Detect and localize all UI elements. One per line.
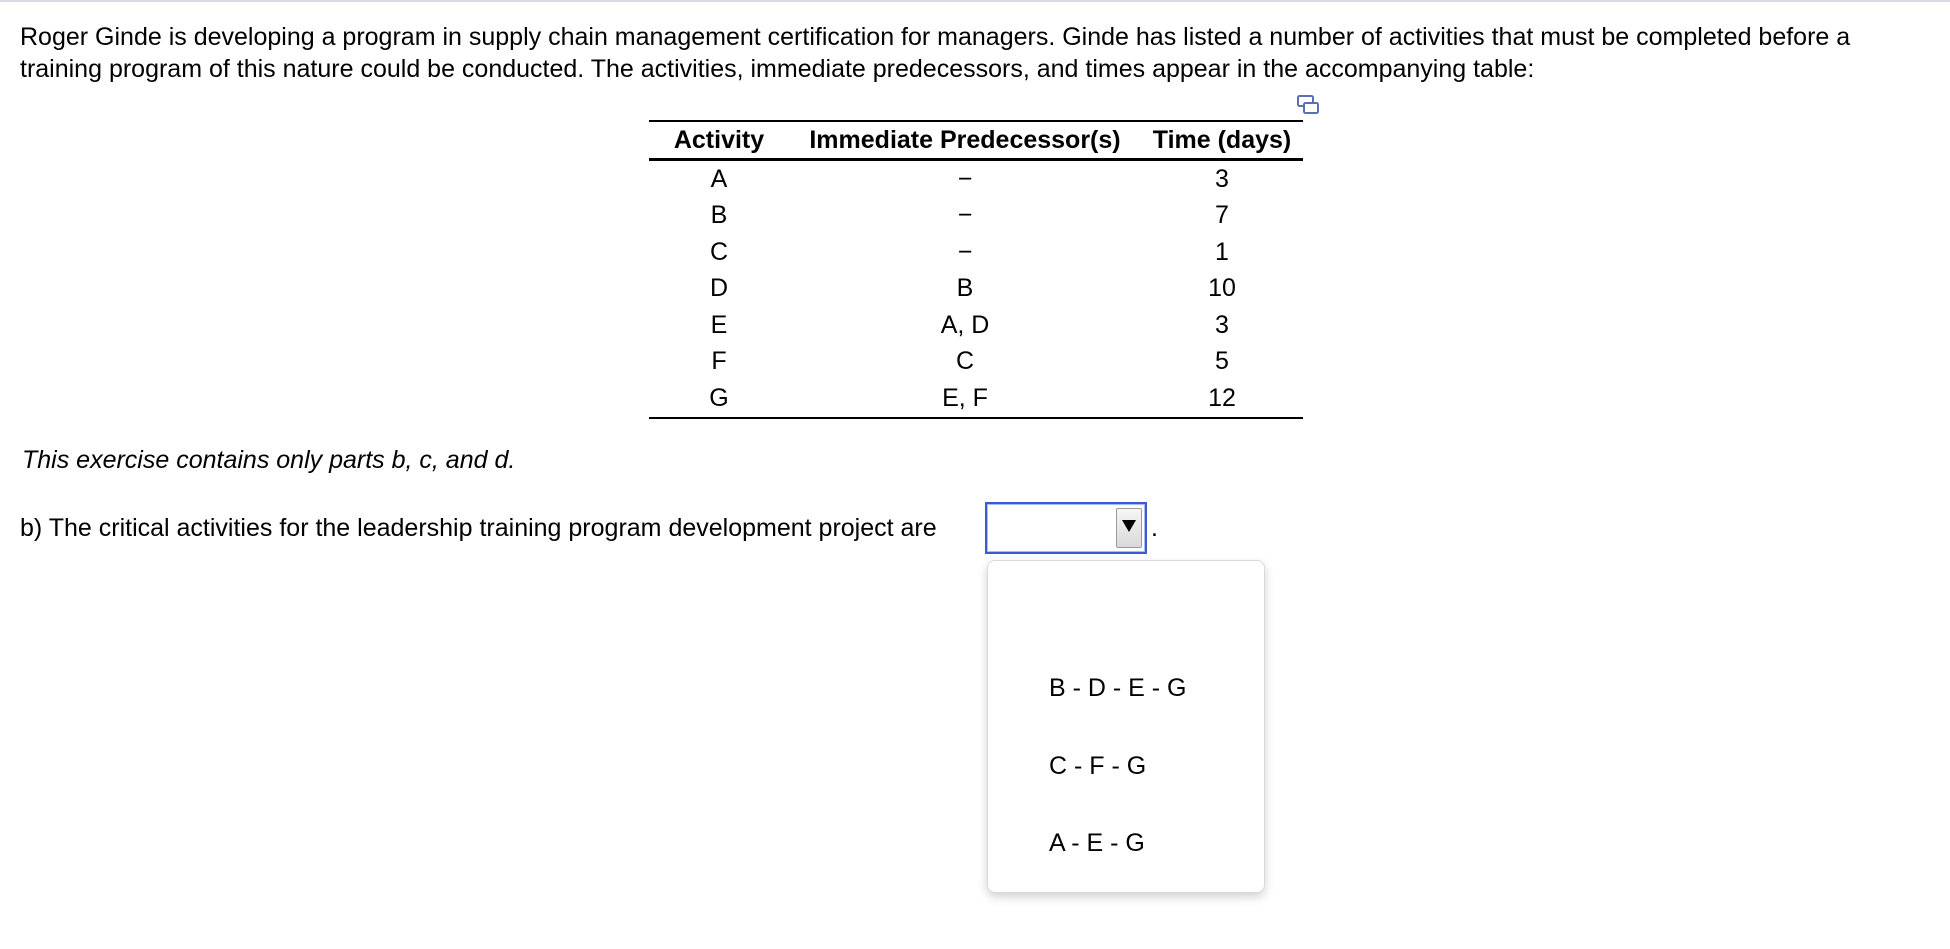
cell-activity: F <box>711 347 727 376</box>
cell-time: 1 <box>1215 237 1229 266</box>
cell-activity: D <box>709 274 729 303</box>
triangle-down-icon <box>1121 518 1137 539</box>
cell-predecessors: − <box>957 237 973 266</box>
dropdown-toggle[interactable] <box>1116 508 1142 548</box>
table-row <box>649 198 1303 235</box>
header-activity: Activity <box>649 121 789 160</box>
cell-time: 7 <box>1215 201 1229 230</box>
cell-predecessors: A, D <box>940 310 990 339</box>
table-header-row <box>649 121 1303 160</box>
cell-predecessors: B <box>956 274 974 303</box>
popout-window-icon[interactable] <box>1296 94 1320 116</box>
cell-activity: E <box>710 310 728 339</box>
header-time: Time (days) <box>1141 121 1303 160</box>
table-row <box>649 307 1303 344</box>
cell-time: 3 <box>1215 310 1229 339</box>
cell-activity: B <box>710 201 728 230</box>
header-predecessors: Immediate Predecessor(s) <box>789 121 1141 160</box>
cell-time: 10 <box>1208 274 1236 303</box>
cell-predecessors: C <box>955 347 975 376</box>
option-c-f-g[interactable]: C - F - G <box>1049 752 1147 780</box>
sentence-period: . <box>1151 514 1158 542</box>
cell-activity: G <box>649 380 789 418</box>
cell-time: 5 <box>1215 347 1229 376</box>
top-divider <box>0 0 1950 2</box>
critical-activities-select[interactable] <box>985 502 1147 554</box>
table-row <box>649 344 1303 381</box>
problem-statement: Roger Ginde is developing a program in supply chain management certification for managers. Ginde has listed a number of activities that must be completed before a training program of this nature could be conducted. The activities, immediate predecessors, and times appear in the accompanying table: <box>20 23 1851 83</box>
question-b-text: b) The critical activities for the leadership training program development project are <box>20 514 937 542</box>
table-row <box>649 160 1303 198</box>
table-row <box>649 271 1303 308</box>
option-a-e-g[interactable]: A - E - G <box>1049 829 1145 857</box>
table-row <box>649 380 1303 418</box>
dropdown-options-menu <box>987 560 1265 893</box>
cell-activity: C <box>709 237 729 266</box>
exercise-note: This exercise contains only parts b, c, and d. <box>22 446 516 474</box>
table-row <box>649 234 1303 271</box>
cell-time: 12 <box>1141 380 1303 418</box>
activity-table <box>649 120 1303 419</box>
cell-predecessors: − <box>957 201 973 230</box>
option-b-d-e-g[interactable]: B - D - E - G <box>1049 674 1187 702</box>
cell-time: 3 <box>1215 164 1229 193</box>
cell-predecessors: − <box>957 164 973 193</box>
cell-activity: A <box>710 164 728 193</box>
cell-predecessors: E, F <box>789 380 1141 418</box>
